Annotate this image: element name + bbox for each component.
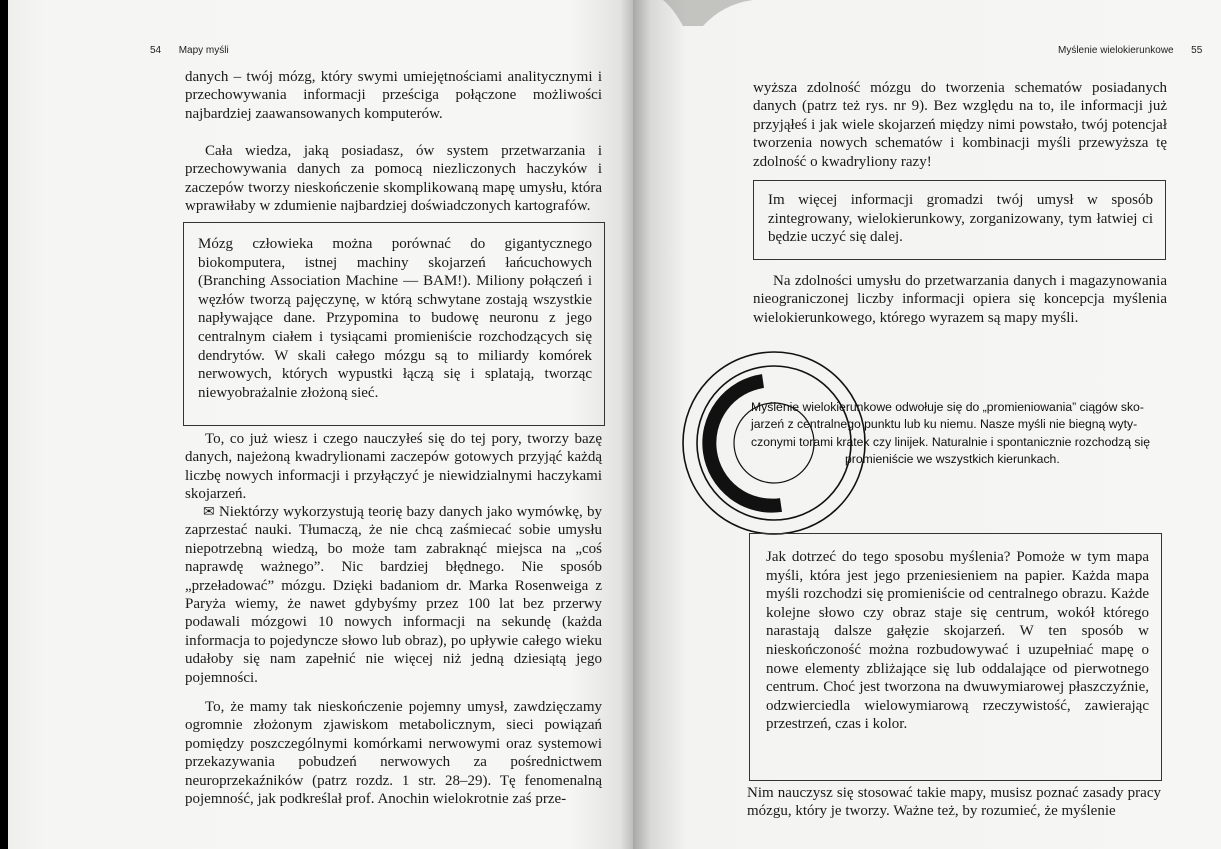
right-paragraph-2: Na zdolności umysłu do przetwarzania danych i magazynowania nieograniczonej liczby informacji opiera się koncepcja myślenia wielokierunkowego, którego wyrazem są mapy myśli. bbox=[753, 273, 1167, 326]
right-highlight-box-2 bbox=[749, 533, 1162, 781]
page-curl-shadow bbox=[663, 0, 753, 26]
right-paragraph-1: wyższa zdolność mózgu do tworzenia schematów posiadanych danych (patrz też rys. nr 9). Bez względu na to, ile informacji już przyjąłeś i jak wiele skojarzeń między nimi powstało, twój potencjał tworzenia nowych schematów i kombinacji myśli przewyższa tę zdolność o kwadryliony razy! bbox=[753, 80, 1167, 170]
circle-note-line-2: jarzeń z centralnego punktu lub ku niemu. Nasze myśli nie biegną wyty- bbox=[751, 417, 1138, 432]
right-highlight-box-1 bbox=[753, 180, 1166, 260]
left-highlight-box bbox=[183, 222, 605, 426]
right-running-title: Myślenie wielokierunkowe bbox=[1058, 45, 1174, 56]
right-running-head bbox=[1058, 45, 1202, 56]
left-running-title: Mapy myśli bbox=[178, 45, 229, 56]
left-page bbox=[8, 0, 633, 849]
envelope-icon: ✉ bbox=[203, 504, 215, 520]
left-paragraph-4: ✉ Niektórzy wykorzystują teorię bazy danych jako wymówkę, by zaprzestać nauki. Tłumaczą, że nie chcą zaśmiecać sobie umysłu niepotrzebną wiedzą, bo może tam zabraknąć miejsca na „coś naprawdę ważnego”. Nic bardziej błędnego. Nie sposób „przeładować” mózgu. Dzięki badaniom dr. Marka Rosenweiga z Paryża wiemy, że nawet gdybyśmy przez 100 lat bez przerwy podawali mózgowi 10 nowych informacji na sekundę (każda informacja to pojedyncze słowo lub obraz), po upływie całego wieku udałoby się nam zapełnić nie więcej niż jedną dziesiątą jego pojemności. bbox=[185, 504, 602, 686]
left-paragraph-3: To, co już wiesz i czego nauczyłeś się do tej pory, tworzy bazę danych, najeżoną kwadrylionami zaczepów gotowych przyjąć każdą liczbę nowych informacji i przyłączyć je niewidzialnymi haczykami skojarzeń. bbox=[185, 431, 602, 503]
circle-note-line-1: Myślenie wielokierunkowe odwołuje się do „promieniowania” ciągów sko- bbox=[751, 400, 1144, 414]
left-running-head bbox=[150, 45, 229, 56]
left-box-text: Mózg człowieka można porównać do gigantycznego biokomputera, istnej machiny skojarzeń łańcuchowych (Branching Association Machine — BAM!). Miliony połączeń i węzłów tworzą pajęczynę, w którą schwytane zostają wszystkie napływające dane. Przypomina to budowę neuronu z jego centralnym ciałem i tysiącami promieniście rozchodzących się dendrytów. W skali całego mózgu są to miliardy komórek nerwowych, których wypustki łączą się i splatają, tworząc niewyobrażalnie złożoną sieć. bbox=[198, 236, 592, 401]
left-paragraph-1: danych – twój mózg, który swymi umiejętnościami analitycznymi i przechowywania informacji prześciga połączone możliwości najbardziej zaawansowanych komputerów. bbox=[185, 69, 602, 122]
circle-note-line-3: czonymi torami kratek czy linijek. Naturalnie i spontanicznie rozchodzą się bbox=[751, 434, 1150, 449]
circle-note-line-4: promieniście we wszystkich kierunkach. bbox=[845, 452, 1060, 467]
right-box-1-text: Im więcej informacji gromadzi twój umysł w sposób zintegrowany, wielokierunkowy, zorganizowany, tym łatwiej ci będzie uczyć się dalej. bbox=[768, 192, 1153, 246]
left-paragraph-5: To, że mamy tak nieskończenie pojemny umysł, zawdzięczamy ogromnie złożonym zjawiskom metabolicznym, sieci powiązań pomiędzy poszczególnymi komórkami nerwowymi oraz systemowi przekazywania pobudzeń nerwowych za pośrednictwem neuroprzekaźników (patrz rozdz. 1 str. 28–29). Tę fenomenalną pojemność, jak podkreślał prof. Anochin wielokrotnie zaś prze- bbox=[185, 699, 602, 808]
right-page bbox=[633, 0, 1221, 849]
right-box-2-text: Jak dotrzeć do tego sposobu myślenia? Pomoże w tym mapa myśli, która jest jego przeniesieniem na papier. Każda mapa myśli rozchodzi się promieniście od centralnego obrazu. Każde kolejne słowo czy obraz staje się centrum, wokół którego narastają dalsze gałęzie skojarzeń. W ten sposób w nieskończoność można rozbudowywać i uzupełniać mapę o nowe elementy zbliżające się lub oddalające od pierwotnego centrum. Choć jest tworzona na dwuwymiarowej płaszczyźnie, odzwierciedla wielowymiarową rzeczywistość, zawierając przestrzeń, czas i kolor. bbox=[766, 549, 1149, 733]
left-paragraph-2: Cała wiedza, jaką posiadasz, ów system przetwarzania i przechowywania danych za pomocą niezliczonych haczyków i zaczepów tworzy nieskończenie skomplikowaną mapę umysłu, która wprawiłaby w zdumienie najbardziej doświadczonych kartografów. bbox=[185, 143, 602, 215]
circle-note bbox=[751, 399, 1150, 469]
right-paragraph-3: Nim nauczysz się stosować takie mapy, musisz poznać zasady pracy mózgu, który je tworzy. Ważne też, by rozumieć, że myślenie bbox=[747, 785, 1161, 820]
left-page-number: 54 bbox=[150, 45, 162, 56]
right-page-number: 55 bbox=[1191, 45, 1203, 56]
